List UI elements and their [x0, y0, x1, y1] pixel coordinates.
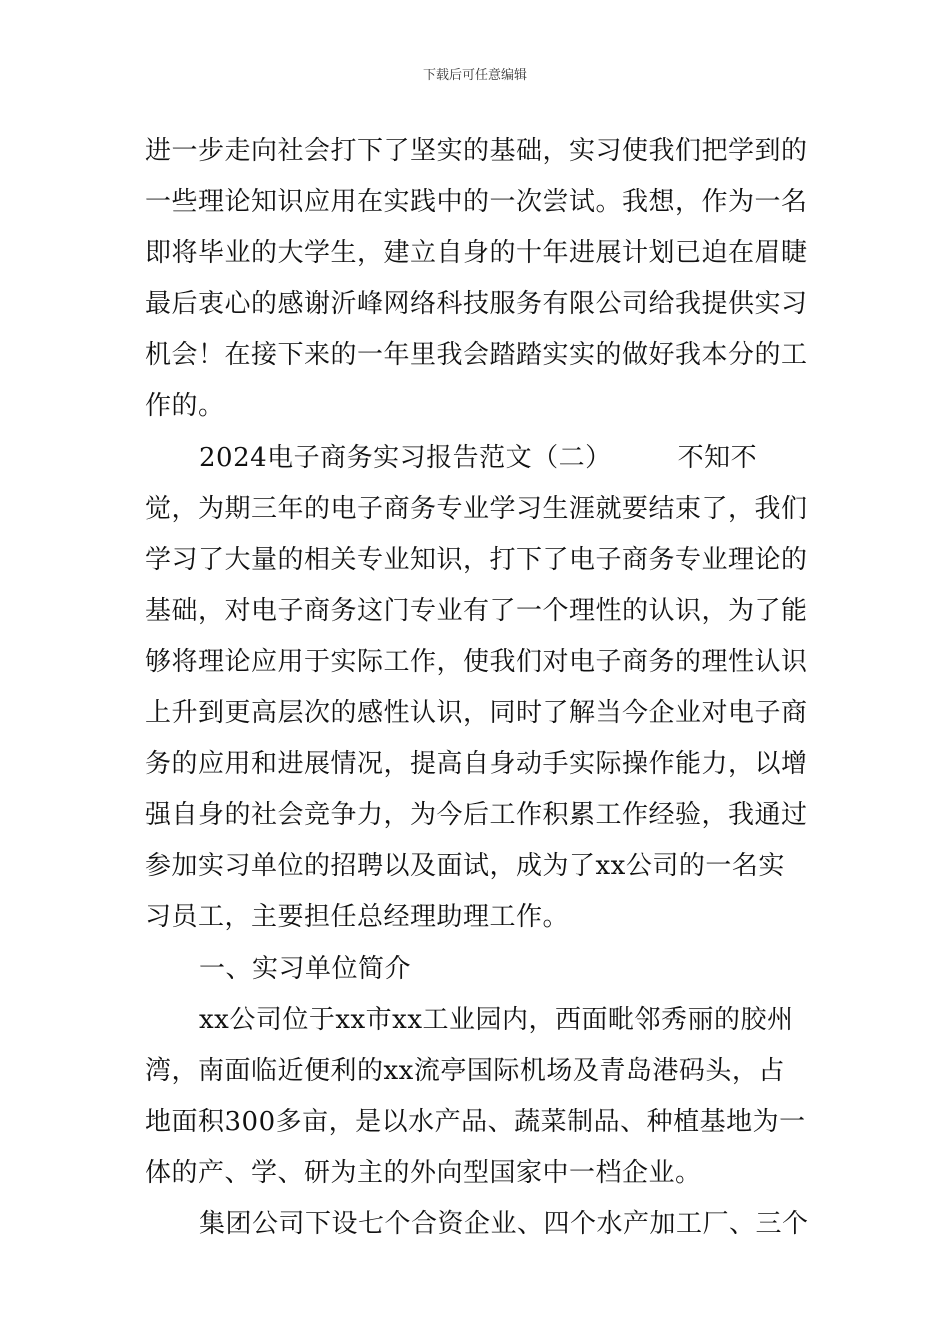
report-opening: 不知不觉，为期三年的电子商务专业学习生涯就要结束了，我们学习了大量的相关专业知识，打下了电子商务专业理论的基础，对电子商务这门专业有了一个理性的认识，为了能够将理论应用于实际工作，使我们对电子商务的理性认识上升到更高层次的感性认识，同时了解当今企业对电子商务的应用和进展情况，提高自身动手实际操作能力，以增强自身的社会竞争力，为今后工作积累工作经验，我通过参加实习单位的招聘以及面试，成为了xx公司的一名实习员工，主要担任总经理助理工作。: [145, 442, 808, 933]
page-header: 下载后可任意编辑: [422, 68, 527, 83]
paragraph-group-structure: 集团公司下设七个合资企业、四个水产加工厂、三个: [199, 1208, 809, 1239]
paragraph-company-location: xx公司位于xx市xx工业园内，西面毗邻秀丽的胶州湾，南面临近便利的xx流亭国际机场及青岛港码头，占地面积300多亩，是以水产品、蔬菜制品、种植基地为一体的产、学、研为主的外向型国家中一档企业。: [145, 1004, 806, 1188]
section-heading-company-intro: 一、实习单位简介: [199, 953, 412, 984]
paragraph-section-two: [145, 433, 810, 944]
report-title: 2024电子商务实习报告范文（二）: [199, 442, 612, 473]
document-body: [145, 126, 810, 1250]
paragraph-intro-conclusion: 进一步走向社会打下了坚实的基础，实习使我们把学到的一些理论知识应用在实践中的一次尝试。我想，作为一名即将毕业的大学生，建立自身的十年进展计划已迫在眉睫最后衷心的感谢沂峰网络科技服务有限公司给我提供实习机会！在接下来的一年里我会踏踏实实的做好我本分的工作的。: [145, 136, 808, 422]
